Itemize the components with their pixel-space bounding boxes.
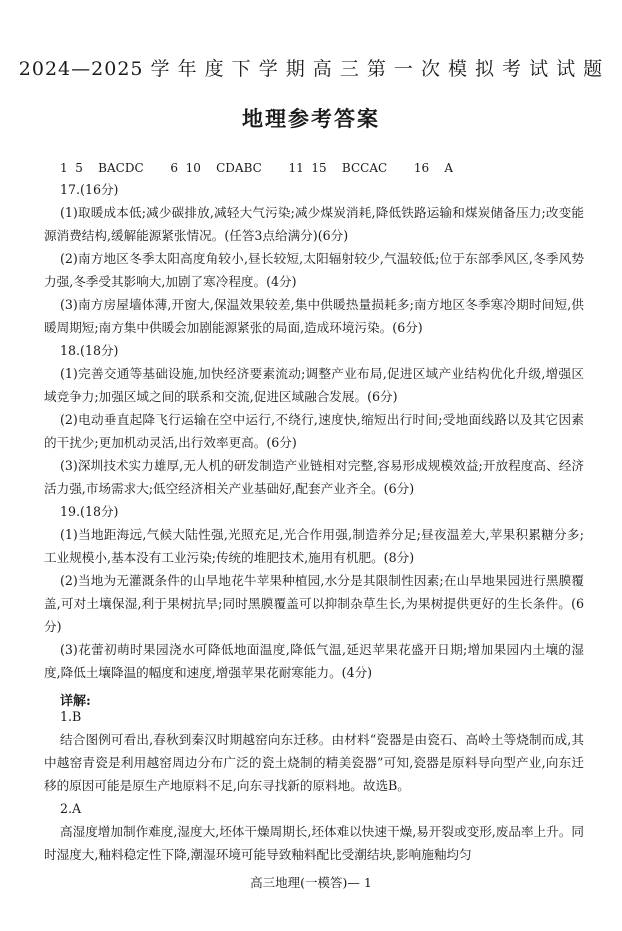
answer-paragraph: (1)当地距海远,气候大陆性强,光照充足,光合作用强,制造养分足;昼夜温差大,苹果积累糖分多;工业规模小,基本没有工业污染;传统的堆肥技术,施用有机肥。(8分) xyxy=(44,527,584,565)
multiple-choice-answers: 1 5 BACDC 6 10 CDABC 11 15 BCCAC 16 A xyxy=(60,161,454,175)
answer-paragraph: (3)南方房屋墙体薄,开窗大,保温效果较差,集中供暖热量损耗多;南方地区冬季寒冷期时间短,供暖周期短;南方集中供暖会加剧能源紧张的局面,造成环境污染。(6分) xyxy=(44,297,584,335)
detail-number: 2.A xyxy=(60,801,82,816)
answer-paragraph: (1)取暖成本低;减少碳排放,减轻大气污染;减少煤炭消耗,降低铁路运输和煤炭储备压力;改变能源消费结构,缓解能源紧张情况。(任答3点给满分)(6分) xyxy=(44,205,584,243)
details-body xyxy=(44,705,584,866)
answer-paragraph: (2)电动垂直起降飞行运输在空中运行,不绕行,速度快,缩短出行时间;受地面线路以及其它因素的干扰少;更加机动灵活,出行效率更高。(6分) xyxy=(44,412,584,450)
answer-key-title: 地理参考答案 xyxy=(242,106,380,131)
answers-body xyxy=(44,178,584,684)
detail-number: 1.B xyxy=(60,709,82,724)
exam-title: 2024—2025 学 年 度 下 学 期 高 三 第 一 次 模 拟 考 试 试 题 xyxy=(18,58,604,80)
answer-paragraph: (3)花蕾初萌时果园浇水可降低地面温度,降低气温,延迟苹果花盛开日期;增加果园内土壤的湿度,降低土壤降温的幅度和速度,增强苹果花耐寒能力。(4分) xyxy=(44,642,584,680)
page-footer: 高三地理(一模答)— 1 xyxy=(250,875,372,890)
question-heading: 18.(18分) xyxy=(60,343,119,358)
details-heading: 详解: xyxy=(60,694,91,709)
detail-text: 高湿度增加制作难度,湿度大,坯体干燥周期长,坯体难以快速干燥,易开裂或变形,废品率上升。同时湿度大,釉料稳定性下降,潮湿环境可能导致釉料配比受潮结块,影响施釉均匀 xyxy=(44,824,584,862)
answer-paragraph: (1)完善交通等基础设施,加快经济要素流动;调整产业布局,促进区域产业结构优化升级,增强区域竞争力;加强区域之间的联系和交流,促进区域融合发展。(6分) xyxy=(44,366,584,404)
question-heading: 19.(18分) xyxy=(60,504,119,519)
answer-paragraph: (2)当地为无灌溉条件的山旱地花牛苹果种植园,水分是其限制性因素;在山旱地果园进行黑膜覆盖,可对土壤保湿,利于果树抗旱;同时黑膜覆盖可以抑制杂草生长,为果树提供更好的生长条件。(6分) xyxy=(44,573,584,634)
answer-paragraph: (2)南方地区冬季太阳高度角较小,昼长较短,太阳辐射较少,气温较低;位于东部季风区,冬季风势力强,冬季受其影响大,加剧了寒冷程度。(4分) xyxy=(44,251,584,289)
question-heading: 17.(16分) xyxy=(60,182,119,197)
detail-text: 结合图例可看出,春秋到秦汉时期越窑向东迁移。由材料“瓷器是由瓷石、高岭土等烧制而成,其中越窑青瓷是利用越窑周边分布广泛的瓷土烧制的精美瓷器”可知,瓷器是原料导向型产业,向东迁移的原因可能是原生产地原料不足,向东寻找新的原料地。故选B。 xyxy=(44,732,584,793)
answer-paragraph: (3)深圳技术实力雄厚,无人机的研发制造产业链相对完整,容易形成规模效益;开放程度高、经济活力强,市场需求大;低空经济相关产业基础好,配套产业齐全。(6分) xyxy=(44,458,584,496)
